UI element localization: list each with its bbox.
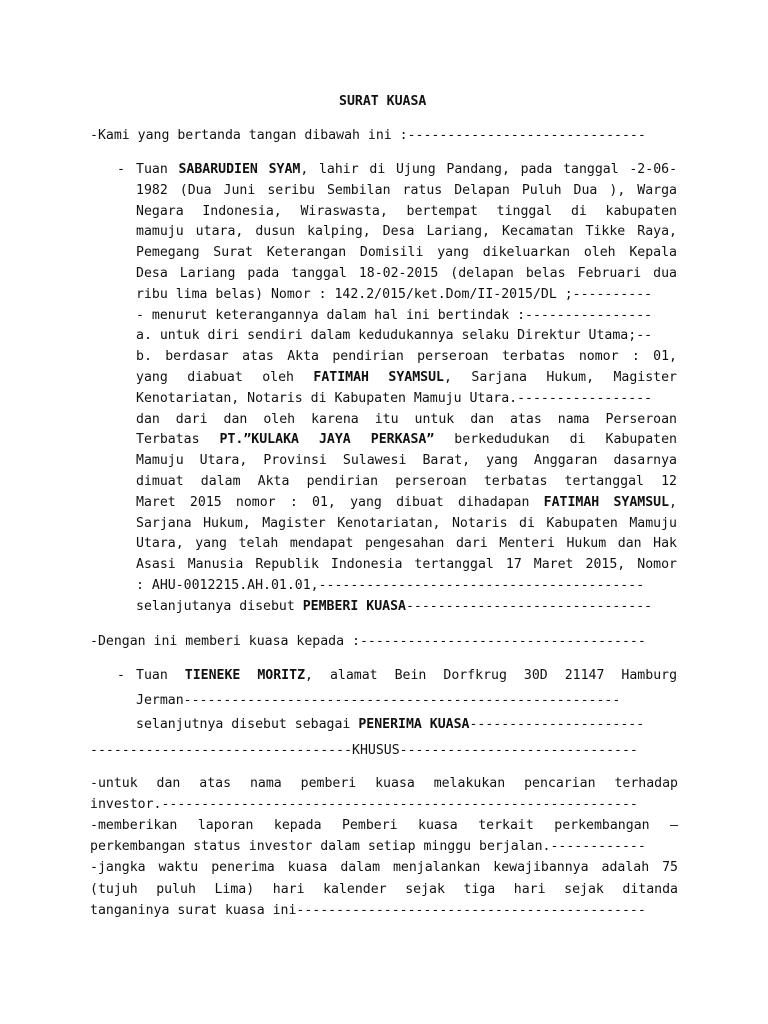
- grantor-line: Negara Indonesia, Wiraswasta, bertempat tinggal di kabupaten: [136, 203, 677, 219]
- grantor-line: yang diabuat oleh FATIMAH SYAMSUL, Sarjana Hukum, Magister: [136, 370, 677, 385]
- grantee-line: selanjutnya disebut sebagai PENERIMA KUASA----------------------: [136, 717, 645, 732]
- grantor-line: dan dari dan oleh karena itu untuk dan atas nama Perseroan: [136, 411, 677, 427]
- clause-line: -jangka waktu penerima kuasa dalam menjalankan kewajibannya adalah 75: [90, 860, 678, 876]
- grantor-line: Utara, yang telah mendapat pengesahan dari Menteri Hukum dan Hak: [136, 536, 677, 552]
- grantor-bullet: -: [117, 162, 125, 177]
- bold-name: PENERIMA KUASA: [358, 717, 470, 732]
- bold-name: TIENEKE MORITZ: [184, 668, 306, 683]
- clause-line: investor.------------------------------------------------------------: [90, 797, 638, 813]
- clause-line: -untuk dan atas nama pemberi kuasa melakukan pencarian terhadap: [90, 776, 678, 791]
- grantor-line: Desa Lariang pada tanggal 18-02-2015 (delapan belas Februari dua: [136, 266, 677, 281]
- grantor-line: Asasi Manusia Republik Indonesia tertanggal 17 Maret 2015, Nomor: [136, 557, 677, 573]
- grantor-line: : AHU-0012215.AH.01.01,-----------------------------------------: [136, 578, 645, 593]
- bold-name: FATIMAH SYAMSUL: [313, 370, 444, 385]
- bold-name: PEMBERI KUASA: [302, 598, 406, 614]
- intro-line: -Kami yang bertanda tangan dibawah ini :------------------------------: [90, 128, 646, 143]
- clause-line: tanganinya surat kuasa ini--------------------------------------------: [90, 902, 646, 918]
- grantor-line: mamuju utara, dusun kalping, Desa Lariang, Kecamatan Tikke Raya,: [136, 224, 677, 240]
- grantor-line: b. berdasar atas Akta pendirian perseroan terbatas nomor : 01,: [136, 349, 677, 365]
- grantor-line: 1982 (Dua Juni seribu Sembilan ratus Delapan Puluh Dua ), Warga: [136, 182, 677, 198]
- grantor-line: Terbatas PT.”KULAKA JAYA PERKASA” berkedudukan di Kabupaten: [136, 432, 677, 448]
- grantee-line: Tuan TIENEKE MORITZ, alamat Bein Dorfkrug 30D 21147 Hamburg: [136, 668, 678, 683]
- grantor-line: dimuat dalam Akta pendirian perseroan terbatas tertanggal 12: [136, 474, 677, 489]
- clause-line: (tujuh puluh Lima) hari kalender sejak tiga hari sejak ditanda: [90, 881, 678, 897]
- grantor-line: Tuan SABARUDIEN SYAM, lahir di Ujung Pandang, pada tanggal -2-06-: [136, 162, 678, 177]
- grantor-line: ribu lima belas) Nomor : 142.2/015/ket.Dom/II-2015/DL ;----------: [136, 286, 653, 302]
- clause-line: perkembangan status investor dalam setiap minggu berjalan.------------: [90, 839, 646, 855]
- grant-intro-line: -Dengan ini memberi kuasa kepada :------------------------------------: [90, 634, 646, 649]
- grantee-bullet: -: [117, 668, 125, 683]
- grantee-line: Jerman-------------------------------------------------------: [136, 692, 621, 708]
- grantor-line: selanjutanya disebut PEMBERI KUASA-------------------------------: [136, 598, 653, 614]
- bold-name: SABARUDIEN SYAM: [178, 162, 301, 177]
- grantor-line: Kenotariatan, Notaris di Kabupaten Mamuju Utara.-----------------: [136, 390, 653, 406]
- grantor-line: Maret 2015 nomor : 01, yang dibuat dihadapan FATIMAH SYAMSUL,: [136, 494, 677, 510]
- grantor-line: Pemegang Surat Keterangan Domisili yang dikeluarkan oleh Kepala: [136, 245, 677, 261]
- bold-name: PT.”KULAKA JAYA PERKASA”: [219, 432, 435, 448]
- clause-line: -memberikan laporan kepada Pemberi kuasa terkait perkembangan –: [90, 818, 678, 834]
- khusus-heading-line: ---------------------------------KHUSUS------------------------------: [90, 743, 638, 758]
- grantor-line: - menurut keterangannya dalam hal ini bertindak :----------------: [136, 307, 653, 323]
- document-title: SURAT KUASA: [339, 94, 427, 109]
- grantor-line: Mamuju Utara, Provinsi Sulawesi Barat, yang Anggaran dasarnya: [136, 453, 677, 469]
- grantor-line: a. untuk diri sendiri dalam kedudukannya selaku Direktur Utama;--: [136, 328, 653, 344]
- grantor-line: Sarjana Hukum, Magister Kenotariatan, Notaris di Kabupaten Mamuju: [136, 515, 677, 531]
- bold-name: FATIMAH SYAMSUL: [543, 494, 670, 510]
